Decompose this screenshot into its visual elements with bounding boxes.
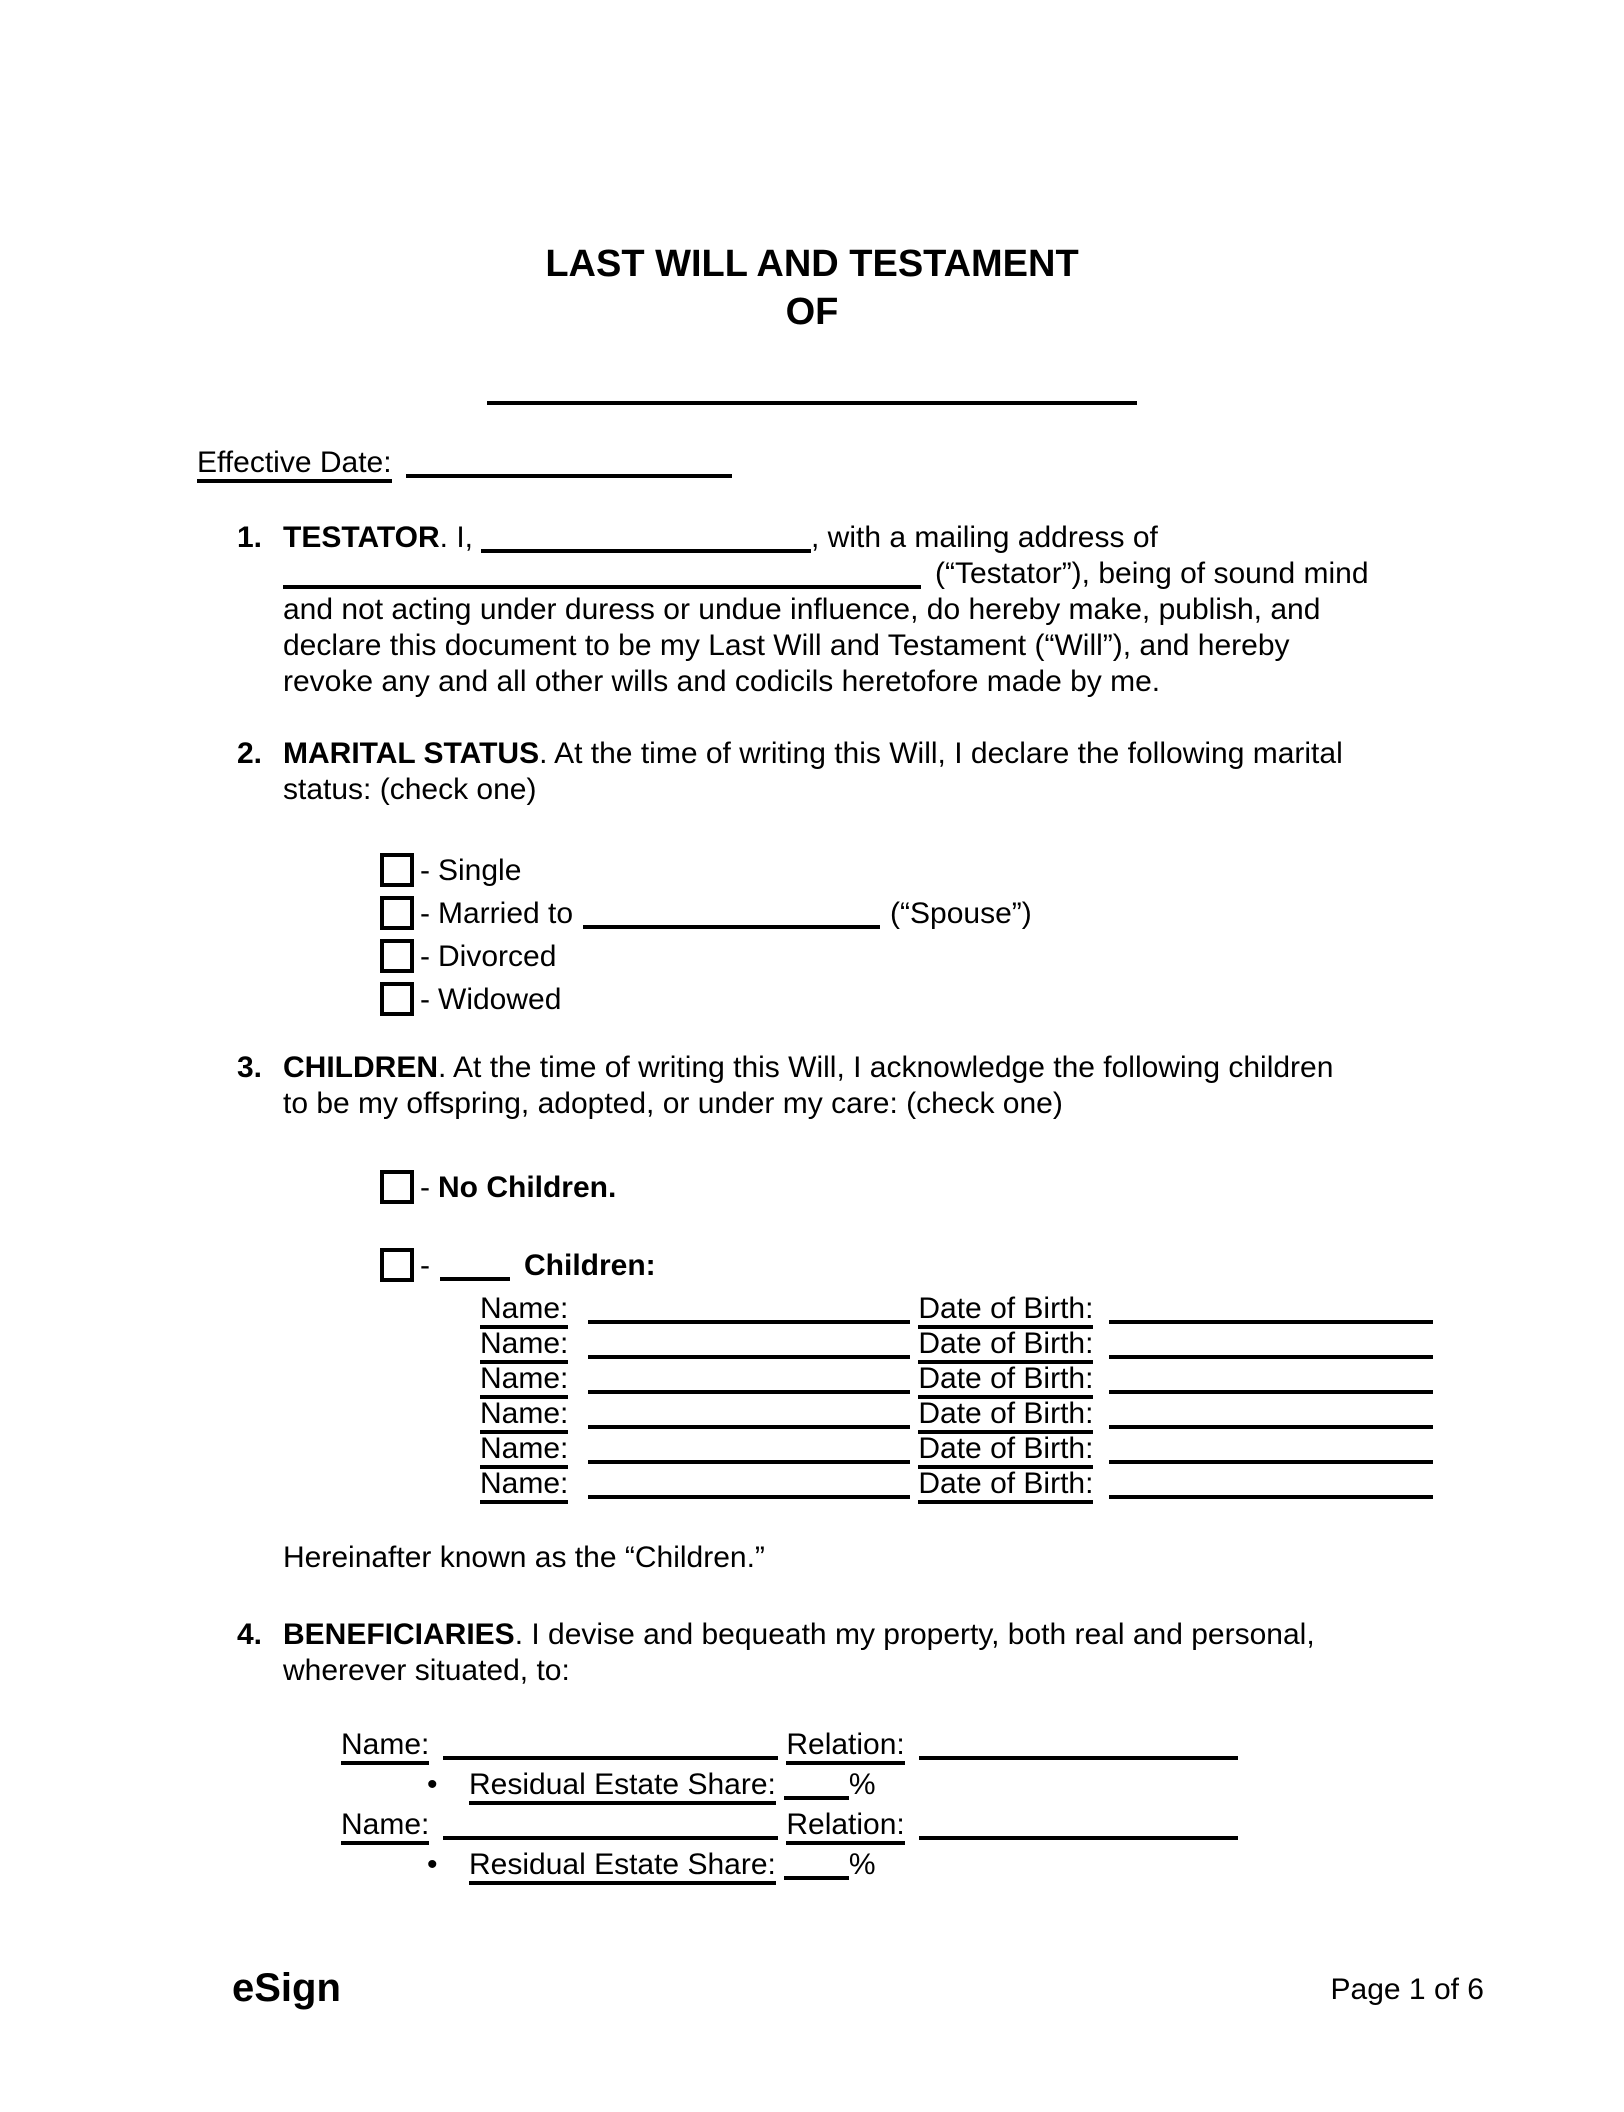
residual-share-row	[427, 1765, 1584, 1805]
marital-status-line1-rest: . At the time of writing this Will, I declare the following marital	[539, 737, 1343, 770]
child-name-blank[interactable]	[588, 1390, 910, 1394]
option-married	[380, 892, 1584, 935]
option-single-label: Single	[438, 854, 522, 887]
section-testator	[197, 520, 1584, 700]
document-title-line2: OF	[785, 291, 839, 333]
section-testator-number: 1.	[237, 521, 263, 554]
child-row	[480, 1291, 1584, 1326]
children-hereinafter-note: Hereinafter known as the “Children.”	[283, 1541, 765, 1574]
option-dash: -	[420, 897, 430, 930]
children-list	[480, 1291, 1584, 1501]
section-testator-body	[283, 520, 1369, 700]
option-no-children	[380, 1166, 1584, 1209]
child-dob-blank[interactable]	[1109, 1460, 1433, 1464]
paragraph-line	[283, 1617, 1315, 1653]
checkbox-no-children[interactable]	[380, 1170, 414, 1204]
child-dob-label: Date of Birth:	[918, 1397, 1093, 1434]
option-dash: -	[420, 940, 430, 973]
paragraph-line: and not acting under duress or undue influence, do hereby make, publish, and	[283, 593, 1321, 626]
residual-share-row	[427, 1845, 1584, 1885]
option-dash: -	[420, 1171, 430, 1204]
option-single	[380, 849, 1584, 892]
section-testator-heading: TESTATOR	[283, 521, 440, 554]
document-title	[197, 240, 1427, 336]
percent-sign: %	[848, 1768, 876, 1801]
testator-line1-rest: , with a mailing address of	[811, 521, 1158, 554]
child-name-label: Name:	[480, 1327, 568, 1364]
child-dob-label: Date of Birth:	[918, 1327, 1093, 1364]
child-name-blank[interactable]	[588, 1425, 910, 1429]
child-name-blank[interactable]	[588, 1460, 910, 1464]
child-name-label: Name:	[480, 1432, 568, 1469]
child-name-label: Name:	[480, 1467, 568, 1504]
percent-sign: %	[848, 1848, 876, 1881]
beneficiary-name-blank[interactable]	[443, 1836, 778, 1840]
checkbox-widowed[interactable]	[380, 982, 414, 1016]
section-marital-status-heading: MARITAL STATUS	[283, 737, 540, 770]
section-marital-status	[197, 736, 1584, 808]
beneficiary-row	[341, 1805, 1584, 1845]
child-name-label: Name:	[480, 1397, 568, 1434]
beneficiaries-line1-rest: . I devise and bequeath my property, both real and personal,	[514, 1618, 1315, 1651]
child-dob-blank[interactable]	[1109, 1390, 1433, 1394]
beneficiary-relation-blank[interactable]	[919, 1836, 1238, 1840]
child-dob-label: Date of Birth:	[918, 1467, 1093, 1504]
option-dash: -	[420, 983, 430, 1016]
section-beneficiaries-body	[283, 1617, 1315, 1689]
beneficiary-row	[341, 1725, 1584, 1765]
beneficiary-name-blank[interactable]	[443, 1756, 778, 1760]
child-dob-blank[interactable]	[1109, 1355, 1433, 1359]
child-name-blank[interactable]	[588, 1495, 910, 1499]
child-dob-blank[interactable]	[1109, 1495, 1433, 1499]
child-name-label: Name:	[480, 1362, 568, 1399]
esign-logo: eSign	[232, 1966, 341, 2010]
option-divorced-label: Divorced	[438, 940, 557, 973]
checkbox-has-children[interactable]	[380, 1248, 414, 1282]
paragraph-line: to be my offspring, adopted, or under my care: (check one)	[283, 1087, 1063, 1120]
child-dob-label: Date of Birth:	[918, 1362, 1093, 1399]
beneficiary-relation-label: Relation:	[786, 1808, 904, 1845]
child-row	[480, 1326, 1584, 1361]
marital-status-options	[380, 849, 1584, 1021]
option-dash: -	[420, 854, 430, 887]
option-married-label: Married to	[438, 897, 574, 930]
beneficiary-relation-label: Relation:	[786, 1728, 904, 1765]
section-beneficiaries	[197, 1617, 1584, 1689]
section-beneficiaries-heading: BENEFICIARIES	[283, 1618, 515, 1651]
testator-title-name-blank[interactable]	[487, 401, 1137, 405]
effective-date-blank[interactable]	[406, 474, 732, 478]
beneficiary-name-label: Name:	[341, 1808, 429, 1845]
testator-lead-text: . I,	[439, 521, 474, 554]
page-footer	[232, 1966, 1484, 2010]
child-dob-label: Date of Birth:	[918, 1432, 1093, 1469]
option-no-children-label: No Children.	[438, 1171, 617, 1204]
option-divorced	[380, 935, 1584, 978]
beneficiaries-list	[341, 1725, 1584, 1885]
mailing-address-blank[interactable]	[283, 585, 921, 589]
section-children-number: 3.	[237, 1051, 263, 1084]
section-beneficiaries-number: 4.	[237, 1618, 263, 1651]
testator-line2-rest: (“Testator”), being of sound mind	[935, 557, 1369, 590]
section-marital-status-body	[283, 736, 1343, 808]
residual-share-label: Residual Estate Share:	[469, 1848, 776, 1885]
paragraph-line: wherever situated, to:	[283, 1654, 570, 1687]
option-widowed-label: Widowed	[438, 983, 562, 1016]
child-dob-label: Date of Birth:	[918, 1292, 1093, 1329]
effective-date-label: Effective Date:	[197, 446, 392, 483]
child-row	[480, 1466, 1584, 1501]
section-children-heading: CHILDREN	[283, 1051, 438, 1084]
children-line1-rest: . At the time of writing this Will, I acknowledge the following children	[438, 1051, 1334, 1084]
bullet-icon: •	[427, 1848, 438, 1881]
child-name-blank[interactable]	[588, 1320, 910, 1324]
bullet-icon: •	[427, 1768, 438, 1801]
residual-share-blank[interactable]	[784, 1796, 849, 1800]
effective-date-row	[197, 445, 1584, 481]
option-dash: -	[420, 1249, 430, 1282]
checkbox-married[interactable]	[380, 896, 414, 930]
paragraph-line: status: (check one)	[283, 773, 537, 806]
document-title-line1: LAST WILL AND TESTAMENT	[545, 243, 1079, 285]
spouse-suffix-label: (“Spouse”)	[890, 897, 1032, 930]
section-children	[197, 1050, 1584, 1122]
checkbox-single[interactable]	[380, 853, 414, 887]
paragraph-line	[283, 736, 1343, 772]
child-name-label: Name:	[480, 1292, 568, 1329]
paragraph-line	[283, 520, 1369, 556]
child-row	[480, 1431, 1584, 1466]
testator-name-blank[interactable]	[481, 549, 811, 553]
option-has-children-label: Children:	[524, 1249, 656, 1282]
child-row	[480, 1396, 1584, 1431]
residual-share-blank[interactable]	[784, 1876, 849, 1880]
children-count-blank[interactable]	[440, 1277, 510, 1281]
child-name-blank[interactable]	[588, 1355, 910, 1359]
spouse-name-blank[interactable]	[583, 925, 880, 929]
section-children-body	[283, 1050, 1333, 1122]
child-dob-blank[interactable]	[1109, 1425, 1433, 1429]
checkbox-divorced[interactable]	[380, 939, 414, 973]
page-number: Page 1 of 6	[1330, 1973, 1484, 2006]
option-has-children	[380, 1244, 1584, 1287]
paragraph-line	[283, 556, 1369, 592]
section-marital-status-number: 2.	[237, 737, 263, 770]
residual-share-label: Residual Estate Share:	[469, 1768, 776, 1805]
paragraph-line: revoke any and all other wills and codicils heretofore made by me.	[283, 665, 1161, 698]
beneficiary-relation-blank[interactable]	[919, 1756, 1238, 1760]
child-dob-blank[interactable]	[1109, 1320, 1433, 1324]
paragraph-line	[283, 1050, 1333, 1086]
child-row	[480, 1361, 1584, 1396]
beneficiary-name-label: Name:	[341, 1728, 429, 1765]
paragraph-line: declare this document to be my Last Will and Testament (“Will”), and hereby	[283, 629, 1290, 662]
option-widowed	[380, 978, 1584, 1021]
